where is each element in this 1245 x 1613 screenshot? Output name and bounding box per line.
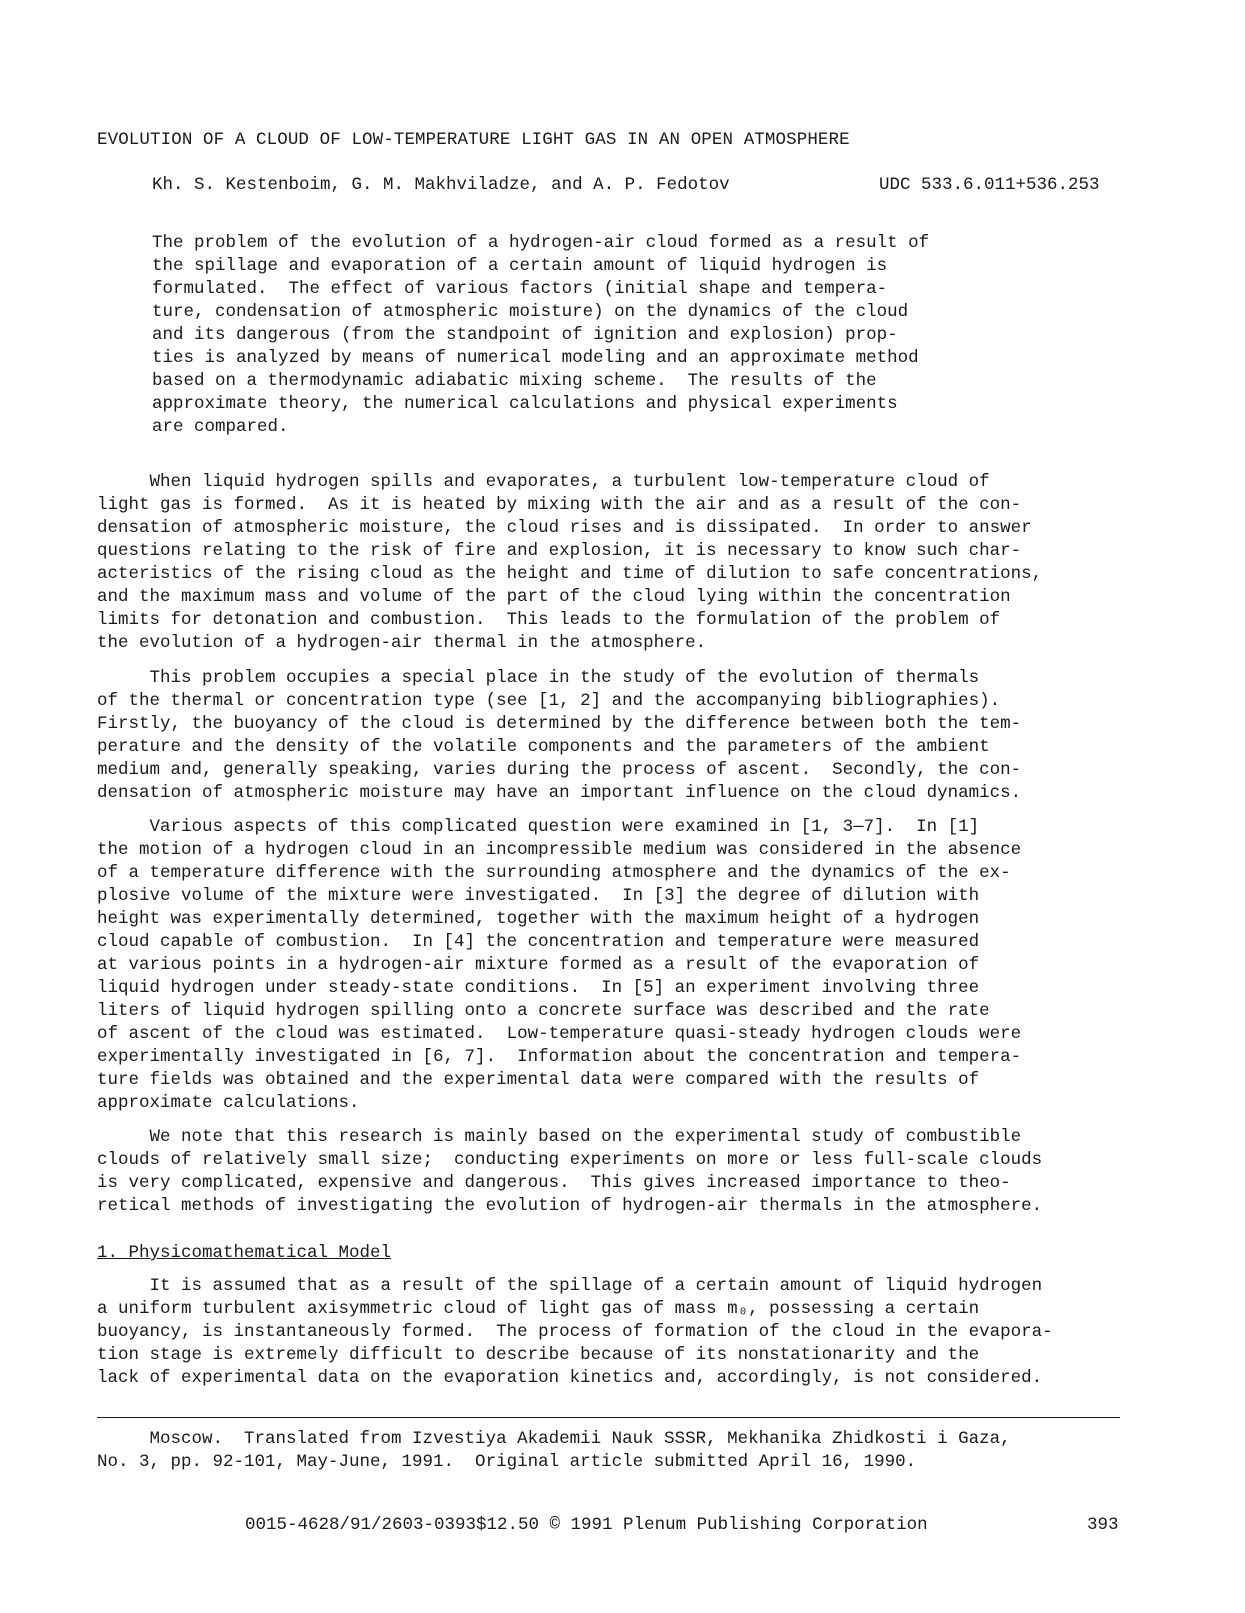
text-line: ture fields was obtained and the experimental data were compared with the results of bbox=[97, 1070, 980, 1090]
text-line: buoyancy, is instantaneously formed. The process of formation of the cloud in the evapora- bbox=[97, 1322, 1053, 1342]
text-line: Various aspects of this complicated question were examined in [1, 3—7]. In [1] bbox=[97, 817, 980, 837]
text-line: and the maximum mass and volume of the part of the cloud lying within the concentration bbox=[97, 587, 1011, 607]
footnote-line: No. 3, pp. 92-101, May-June, 1991. Original article submitted April 16, 1990. bbox=[97, 1452, 917, 1472]
text-line: of the thermal or concentration type (see [1, 2] and the accompanying bibliographies). bbox=[97, 691, 1001, 711]
abstract-line: and its dangerous (from the standpoint of ignition and explosion) prop- bbox=[152, 325, 898, 345]
abstract-line: ture, condensation of atmospheric moisture) on the dynamics of the cloud bbox=[152, 302, 909, 322]
text-line: tion stage is extremely difficult to describe because of its nonstationarity and the bbox=[97, 1345, 980, 1365]
footnote bbox=[97, 1428, 1011, 1474]
text-line: a uniform turbulent axisymmetric cloud of light gas of mass m₀, possessing a certain bbox=[97, 1299, 980, 1319]
text-line: approximate calculations. bbox=[97, 1093, 360, 1113]
author-list: Kh. S. Kestenboim, G. M. Makhviladze, and A. P. Fedotov bbox=[152, 175, 730, 195]
section-paragraph bbox=[97, 1275, 1157, 1390]
text-line: densation of atmospheric moisture, the cloud rises and is dissipated. In order to answer bbox=[97, 518, 1032, 538]
text-line: at various points in a hydrogen-air mixture formed as a result of the evaporation of bbox=[97, 955, 980, 975]
text-line: plosive volume of the mixture were investigated. In [3] the degree of dilution with bbox=[97, 886, 980, 906]
abstract-line: based on a thermodynamic adiabatic mixing scheme. The results of the bbox=[152, 371, 877, 391]
text-line: When liquid hydrogen spills and evaporates, a turbulent low-temperature cloud of bbox=[97, 472, 990, 492]
text-line: experimentally investigated in [6, 7]. Information about the concentration and tempera- bbox=[97, 1047, 1022, 1067]
text-line: is very complicated, expensive and dangerous. This gives increased importance to theo- bbox=[97, 1173, 1011, 1193]
text-line: liters of liquid hydrogen spilling onto a concrete surface was described and the rate bbox=[97, 1001, 990, 1021]
text-line: height was experimentally determined, together with the maximum height of a hydrogen bbox=[97, 909, 980, 929]
text-line: perature and the density of the volatile components and the parameters of the ambient bbox=[97, 737, 990, 757]
abstract-line: ties is analyzed by means of numerical modeling and an approximate method bbox=[152, 348, 919, 368]
text-line: lack of experimental data on the evaporation kinetics and, accordingly, is not considered. bbox=[97, 1368, 1043, 1388]
text-line: the evolution of a hydrogen-air thermal in the atmosphere. bbox=[97, 633, 707, 653]
page-number: 393 bbox=[1087, 1515, 1119, 1535]
body-paragraph-1 bbox=[97, 471, 1157, 655]
text-line: of ascent of the cloud was estimated. Low-temperature quasi-steady hydrogen clouds were bbox=[97, 1024, 1022, 1044]
abstract-line: approximate theory, the numerical calculations and physical experiments bbox=[152, 394, 898, 414]
text-line: clouds of relatively small size; conducting experiments on more or less full-scale clouds bbox=[97, 1150, 1043, 1170]
text-line: This problem occupies a special place in the study of the evolution of thermals bbox=[97, 668, 980, 688]
abstract-line: The problem of the evolution of a hydrogen-air cloud formed as a result of bbox=[152, 233, 930, 253]
text-line: We note that this research is mainly based on the experimental study of combustible bbox=[97, 1127, 1022, 1147]
body-paragraph-4 bbox=[97, 1126, 1157, 1218]
footnote-line: Moscow. Translated from Izvestiya Akademii Nauk SSSR, Mekhanika Zhidkosti i Gaza, bbox=[97, 1429, 1011, 1449]
abstract bbox=[152, 232, 1012, 439]
text-line: densation of atmospheric moisture may have an important influence on the cloud dynamics. bbox=[97, 783, 1022, 803]
text-line: acteristics of the rising cloud as the height and time of dilution to safe concentrations, bbox=[97, 564, 1043, 584]
body-paragraph-2 bbox=[97, 667, 1157, 805]
abstract-line: formulated. The effect of various factors (initial shape and tempera- bbox=[152, 279, 888, 299]
text-line: of a temperature difference with the surrounding atmosphere and the dynamics of the ex- bbox=[97, 863, 1011, 883]
section-heading: 1. Physicomathematical Model bbox=[97, 1243, 392, 1263]
text-line: the motion of a hydrogen cloud in an incompressible medium was considered in the absence bbox=[97, 840, 1022, 860]
abstract-line: are compared. bbox=[152, 417, 289, 437]
text-line: liquid hydrogen under steady-state conditions. In [5] an experiment involving three bbox=[97, 978, 980, 998]
body-paragraph-3 bbox=[97, 816, 1157, 1115]
text-line: It is assumed that as a result of the spillage of a certain amount of liquid hydrogen bbox=[97, 1276, 1043, 1296]
text-line: retical methods of investigating the evolution of hydrogen-air thermals in the atmosphere. bbox=[97, 1196, 1043, 1216]
text-line: Firstly, the buoyancy of the cloud is determined by the difference between both the tem- bbox=[97, 714, 1022, 734]
text-line: limits for detonation and combustion. This leads to the formulation of the problem of bbox=[97, 610, 1001, 630]
copyright-line: 0015-4628/91/2603-0393$12.50 © 1991 Plenum Publishing Corporation bbox=[245, 1515, 928, 1535]
text-line: questions relating to the risk of fire and explosion, it is necessary to know such char- bbox=[97, 541, 1022, 561]
footnote-divider bbox=[97, 1417, 1120, 1418]
paper-title: EVOLUTION OF A CLOUD OF LOW-TEMPERATURE LIGHT GAS IN AN OPEN ATMOSPHERE bbox=[97, 130, 850, 150]
text-line: cloud capable of combustion. In [4] the concentration and temperature were measured bbox=[97, 932, 980, 952]
text-line: medium and, generally speaking, varies during the process of ascent. Secondly, the con- bbox=[97, 760, 1022, 780]
abstract-line: the spillage and evaporation of a certain amount of liquid hydrogen is bbox=[152, 256, 888, 276]
udc-code: UDC 533.6.011+536.253 bbox=[879, 175, 1100, 195]
text-line: light gas is formed. As it is heated by mixing with the air and as a result of the con- bbox=[97, 495, 1022, 515]
